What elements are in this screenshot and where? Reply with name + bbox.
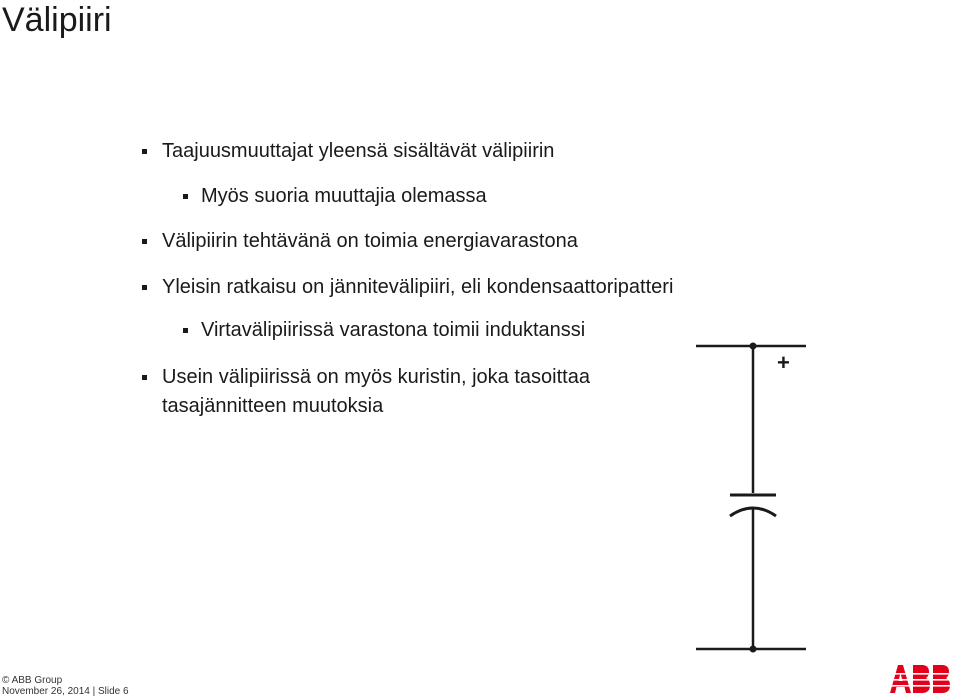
plus-sign-label: +: [777, 350, 790, 375]
bullet-item: [162, 275, 673, 299]
bullet-text: Taajuusmuuttajat yleensä sisältävät välipiirin: [162, 140, 555, 162]
bullet-text: Välipiirin tehtävänä on toimia energiavarastona: [162, 230, 578, 252]
bullet-text: Virtavälipiirissä varastona toimii induktanssi: [201, 319, 586, 341]
square-bullet-icon: [142, 239, 147, 244]
abb-logo-mark: [889, 664, 958, 694]
square-bullet-icon: [142, 285, 147, 290]
copyright-text: © ABB Group: [2, 675, 63, 686]
bullet-text: Yleisin ratkaisu on jännitevälipiiri, eli kondensaattoripatteri: [162, 276, 674, 298]
slide-footer: [2, 675, 129, 697]
slide-title: Välipiiri: [2, 1, 112, 39]
sub-bullet-item: [201, 184, 487, 208]
bullet-text-continuation: tasajännitteen muutoksia: [162, 395, 384, 417]
bullet-text: Myös suoria muuttajia olemassa: [201, 185, 487, 207]
abb-logo: [889, 664, 958, 694]
sub-bullet-item: [201, 318, 585, 342]
bullet-item: [162, 139, 554, 163]
square-bullet-icon: [142, 149, 147, 154]
capacitor-bank-diagram: [690, 340, 815, 660]
square-bullet-icon: [142, 375, 147, 380]
date-slide-text: November 26, 2014 | Slide 6: [2, 686, 129, 697]
square-bullet-icon: [183, 194, 188, 199]
bullet-item: [162, 229, 578, 253]
bullet-text: Usein välipiirissä on myös kuristin, joka tasoittaa: [162, 366, 590, 388]
square-bullet-icon: [183, 328, 188, 333]
bullet-item: [162, 365, 590, 418]
bottom-node-dot: [750, 646, 757, 653]
